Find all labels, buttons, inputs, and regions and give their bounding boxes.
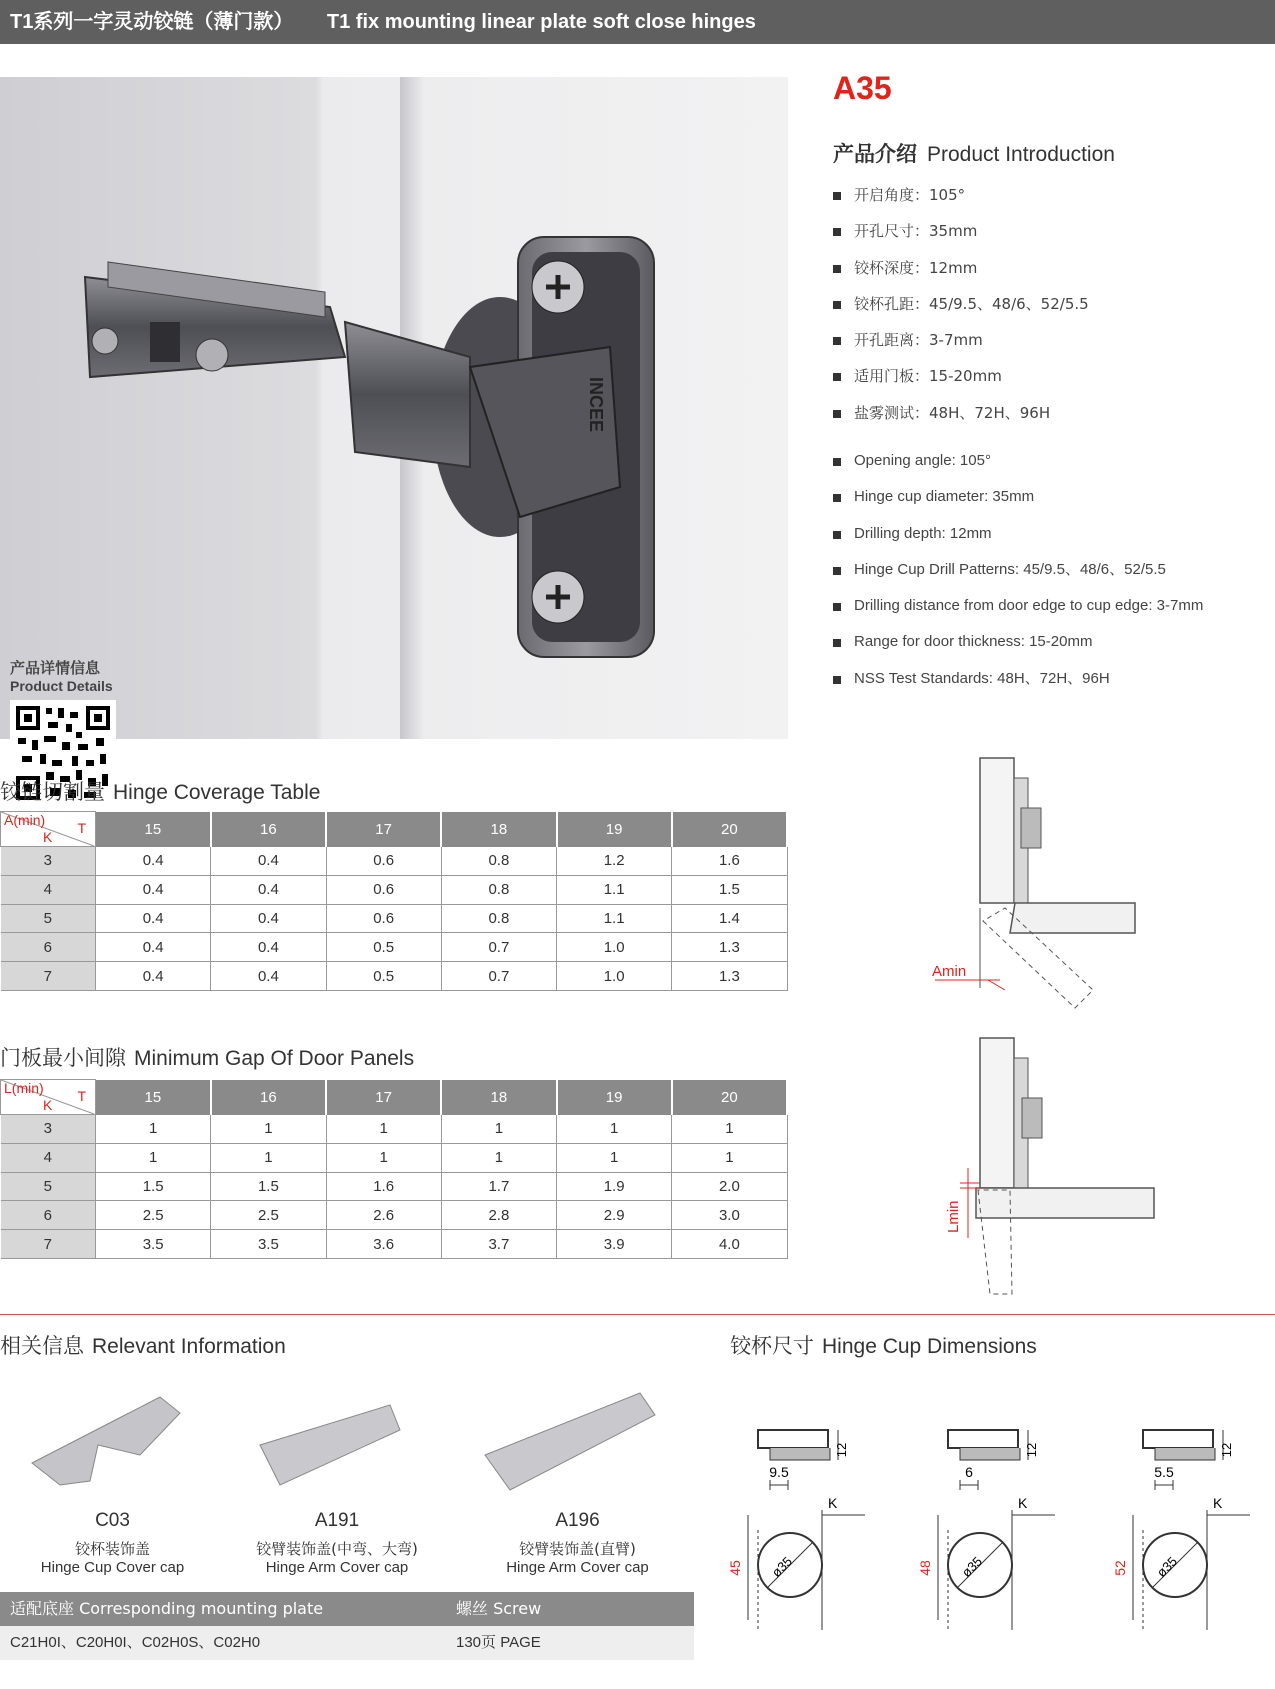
- coverage-table: [0, 811, 788, 991]
- table-corner: [1, 812, 96, 847]
- gap-title-en: Minimum Gap Of Door Panels: [134, 1047, 415, 1070]
- cup-depth-label: 12: [1219, 1442, 1234, 1458]
- a196-cap-image: [485, 1393, 655, 1490]
- accessory-item: [475, 1510, 680, 1576]
- column-header: 17: [326, 812, 441, 847]
- table-cell: 0.7: [441, 933, 556, 962]
- table-row: [1, 1201, 788, 1230]
- spec-item: 开孔距离：3-7mm: [833, 322, 1089, 358]
- coverage-diagram: [925, 758, 1135, 1020]
- mounting-header: [0, 1592, 694, 1626]
- table-cell: 0.5: [326, 962, 441, 991]
- intro-title-cn: 产品介绍: [833, 142, 917, 166]
- model-number: A35: [833, 70, 892, 106]
- accessory-name-en: Hinge Arm Cover cap: [265, 1559, 409, 1576]
- cup-title-cn: 铰杯尺寸: [730, 1334, 814, 1358]
- table-cell: 1.6: [326, 1172, 441, 1201]
- table-cell: 1: [326, 1143, 441, 1172]
- gap-diagram: [930, 1038, 1130, 1298]
- spec-item: Range for door thickness: 15-20mm: [833, 624, 1203, 660]
- accessory-name-cn: 铰臂装饰盖(直臂): [519, 1540, 636, 1558]
- cup-diagram: [727, 1420, 880, 1650]
- spec-item: NSS Test Standards: 48H、72H、96H: [833, 661, 1203, 697]
- accessory-name-en: Hinge Cup Cover cap: [40, 1559, 185, 1576]
- table-cell: 0.8: [441, 847, 556, 876]
- table-cell: 3.5: [96, 1230, 211, 1259]
- table-cell: 0.8: [441, 875, 556, 904]
- cup-offset-label: 5.5: [1154, 1464, 1174, 1480]
- spec-item: Hinge cup diameter: 35mm: [833, 479, 1203, 515]
- cup-offset-label: 6: [965, 1464, 973, 1480]
- table-cell: 0.6: [326, 875, 441, 904]
- table-cell: 1.0: [557, 933, 672, 962]
- table-cell: 1.6: [672, 847, 787, 876]
- mounting-plates: C21H0I、C20H0I、C02H0S、C02H0: [10, 1634, 261, 1651]
- row-k-cell: 5: [1, 904, 96, 933]
- table-cell: 1.0: [557, 962, 672, 991]
- table-cell: 0.4: [96, 875, 211, 904]
- column-header: 20: [672, 1080, 787, 1115]
- corner-k-label: K: [43, 1097, 53, 1113]
- table-cell: 3.5: [211, 1230, 326, 1259]
- table-cell: 1: [211, 1115, 326, 1144]
- table-cell: 0.4: [211, 933, 326, 962]
- cup-title: [730, 1330, 1037, 1360]
- coverage-title: [0, 776, 320, 806]
- cup-k-label: K: [828, 1495, 838, 1511]
- table-cell: 1.4: [672, 904, 787, 933]
- corner-a-label: A(min): [4, 812, 46, 828]
- gap-header-row: [1, 1080, 788, 1115]
- spec-item: 铰杯深度：12mm: [833, 250, 1089, 286]
- accessory-name-en: Hinge Arm Cover cap: [506, 1559, 649, 1576]
- header-title-en: T1 fix mounting linear plate soft close hinges: [326, 11, 756, 33]
- table-cell: 2.0: [672, 1172, 787, 1201]
- table-cell: 1.3: [672, 933, 787, 962]
- row-k-cell: 3: [1, 1115, 96, 1144]
- amin-label: Amin: [932, 963, 967, 980]
- table-cell: 2.5: [211, 1201, 326, 1230]
- hinge-illustration: [0, 77, 788, 739]
- accessory-images: [20, 1385, 700, 1505]
- table-cell: 1: [672, 1143, 787, 1172]
- cup-diagram: [1112, 1420, 1265, 1650]
- intro-title: [833, 138, 1115, 168]
- gap-title: [0, 1042, 414, 1072]
- cup-distance-label: 45: [727, 1560, 743, 1576]
- accessory-name-cn: 铰杯装饰盖: [74, 1540, 150, 1558]
- mounting-header-right: 螺丝 Screw: [456, 1599, 542, 1618]
- row-k-cell: 6: [1, 1201, 96, 1230]
- section-divider: [0, 1314, 1275, 1315]
- coverage-title-cn: 铰链切割量: [0, 780, 105, 804]
- table-cell: 3.7: [441, 1230, 556, 1259]
- table-cell: 1: [96, 1143, 211, 1172]
- spec-item: Hinge Cup Drill Patterns: 45/9.5、48/6、52/5.5: [833, 552, 1203, 588]
- corner-t-label: T: [77, 1088, 86, 1104]
- spec-item: 铰杯孔距：45/9.5、48/6、52/5.5: [833, 286, 1089, 322]
- cup-diameter-label: ø35: [958, 1553, 986, 1581]
- column-header: 18: [441, 1080, 556, 1115]
- cup-diameter-label: ø35: [768, 1553, 796, 1581]
- cup-diagram: [917, 1420, 1070, 1650]
- row-k-cell: 4: [1, 1143, 96, 1172]
- table-cell: 1: [441, 1143, 556, 1172]
- mounting-table: [0, 1592, 694, 1660]
- accessory-name-cn: 铰臂装饰盖(中弯、大弯): [256, 1540, 418, 1558]
- accessory-code: C03: [95, 1510, 130, 1531]
- cup-distance-label: 52: [1112, 1560, 1128, 1576]
- column-header: 16: [211, 1080, 326, 1115]
- corner-t-label: T: [77, 820, 86, 836]
- accessory-code: A191: [314, 1510, 360, 1531]
- row-k-cell: 7: [1, 1230, 96, 1259]
- table-cell: 2.9: [557, 1201, 672, 1230]
- mounting-row: [0, 1626, 694, 1660]
- table-cell: 3.9: [557, 1230, 672, 1259]
- table-cell: 1.5: [672, 875, 787, 904]
- spec-list-en: [833, 443, 1203, 697]
- table-cell: 1.7: [441, 1172, 556, 1201]
- table-cell: 1: [441, 1115, 556, 1144]
- table-row: [1, 1115, 788, 1144]
- table-row: [1, 933, 788, 962]
- table-cell: 2.6: [326, 1201, 441, 1230]
- cup-offset-label: 9.5: [769, 1464, 789, 1480]
- spec-item: 开孔尺寸：35mm: [833, 213, 1089, 249]
- relevant-title: [0, 1330, 286, 1360]
- table-cell: 1: [96, 1115, 211, 1144]
- table-cell: 0.4: [96, 904, 211, 933]
- table-cell: 1: [326, 1115, 441, 1144]
- table-cell: 0.8: [441, 904, 556, 933]
- column-header: 15: [96, 812, 211, 847]
- coverage-header-row: [1, 812, 788, 847]
- table-cell: 0.4: [96, 847, 211, 876]
- accessory-item: [15, 1510, 210, 1576]
- table-cell: 3.6: [326, 1230, 441, 1259]
- gap-title-cn: 门板最小间隙: [0, 1046, 126, 1070]
- table-cell: 1.1: [557, 875, 672, 904]
- table-cell: 0.5: [326, 933, 441, 962]
- table-cell: 1.9: [557, 1172, 672, 1201]
- column-header: 17: [326, 1080, 441, 1115]
- screw-page-link[interactable]: 130页 PAGE: [456, 1634, 541, 1651]
- row-k-cell: 6: [1, 933, 96, 962]
- table-cell: 1: [211, 1143, 326, 1172]
- row-k-cell: 4: [1, 875, 96, 904]
- brand-mark: INCEE: [586, 377, 606, 433]
- spec-item: Opening angle: 105°: [833, 443, 1203, 479]
- cup-k-label: K: [1213, 1495, 1223, 1511]
- table-cell: 3.0: [672, 1201, 787, 1230]
- table-cell: 0.4: [211, 904, 326, 933]
- table-row: [1, 875, 788, 904]
- accessory-code: A196: [555, 1510, 600, 1531]
- row-k-cell: 3: [1, 847, 96, 876]
- column-header: 16: [211, 812, 326, 847]
- corner-l-label: L(min): [4, 1080, 44, 1096]
- table-cell: 1: [557, 1115, 672, 1144]
- table-row: [1, 1230, 788, 1259]
- row-k-cell: 5: [1, 1172, 96, 1201]
- cup-diameter-label: ø35: [1153, 1553, 1181, 1581]
- c03-cap-image: [32, 1397, 180, 1485]
- table-cell: 0.6: [326, 847, 441, 876]
- spec-item: 盐雾测试：48H、72H、96H: [833, 395, 1089, 431]
- column-header: 15: [96, 1080, 211, 1115]
- relevant-title-cn: 相关信息: [0, 1334, 84, 1358]
- column-header: 19: [557, 812, 672, 847]
- table-cell: 0.6: [326, 904, 441, 933]
- table-row: [1, 847, 788, 876]
- table-cell: 2.8: [441, 1201, 556, 1230]
- table-cell: 2.5: [96, 1201, 211, 1230]
- intro-title-en: Product Introduction: [927, 143, 1115, 166]
- qr-label-cn: 产品详情信息: [10, 659, 101, 677]
- table-corner: [1, 1080, 96, 1115]
- mounting-header-left: 适配底座 Corresponding mounting plate: [10, 1599, 324, 1618]
- column-header: 18: [441, 812, 556, 847]
- product-photo: [0, 77, 788, 739]
- table-cell: 0.7: [441, 962, 556, 991]
- qr-label-en: Product Details: [10, 678, 113, 694]
- table-cell: 1.1: [557, 904, 672, 933]
- table-cell: 1: [672, 1115, 787, 1144]
- lmin-label: Lmin: [945, 1200, 962, 1233]
- spec-item: Drilling distance from door edge to cup edge: 3-7mm: [833, 588, 1203, 624]
- table-cell: 0.4: [211, 875, 326, 904]
- cup-depth-label: 12: [834, 1442, 849, 1458]
- cup-title-en: Hinge Cup Dimensions: [822, 1335, 1037, 1358]
- column-header: 20: [672, 812, 787, 847]
- cup-distance-label: 48: [917, 1560, 933, 1576]
- page-header: [0, 0, 1275, 44]
- gap-table: [0, 1079, 788, 1259]
- table-row: [1, 904, 788, 933]
- relevant-title-en: Relevant Information: [92, 1335, 286, 1358]
- table-row: [1, 1172, 788, 1201]
- cup-k-label: K: [1018, 1495, 1028, 1511]
- column-header: 19: [557, 1080, 672, 1115]
- table-cell: 1.3: [672, 962, 787, 991]
- cup-depth-label: 12: [1024, 1442, 1039, 1458]
- table-cell: 1.5: [211, 1172, 326, 1201]
- table-cell: 4.0: [672, 1230, 787, 1259]
- table-cell: 1.2: [557, 847, 672, 876]
- a191-cap-image: [260, 1405, 400, 1485]
- coverage-title-en: Hinge Coverage Table: [113, 781, 321, 804]
- spec-item: Drilling depth: 12mm: [833, 516, 1203, 552]
- table-row: [1, 962, 788, 991]
- spec-item: 适用门板：15-20mm: [833, 358, 1089, 394]
- table-cell: 0.4: [96, 933, 211, 962]
- table-cell: 0.4: [211, 962, 326, 991]
- table-cell: 0.4: [96, 962, 211, 991]
- corner-k-label: K: [43, 829, 53, 845]
- spec-item: 开启角度：105°: [833, 177, 1089, 213]
- spec-list-cn: [833, 177, 1089, 431]
- table-row: [1, 1143, 788, 1172]
- accessory-item: [232, 1510, 442, 1576]
- header-title-cn: T1系列一字灵动铰链（薄门款）: [10, 11, 294, 33]
- table-cell: 0.4: [211, 847, 326, 876]
- table-cell: 1: [557, 1143, 672, 1172]
- row-k-cell: 7: [1, 962, 96, 991]
- table-cell: 1.5: [96, 1172, 211, 1201]
